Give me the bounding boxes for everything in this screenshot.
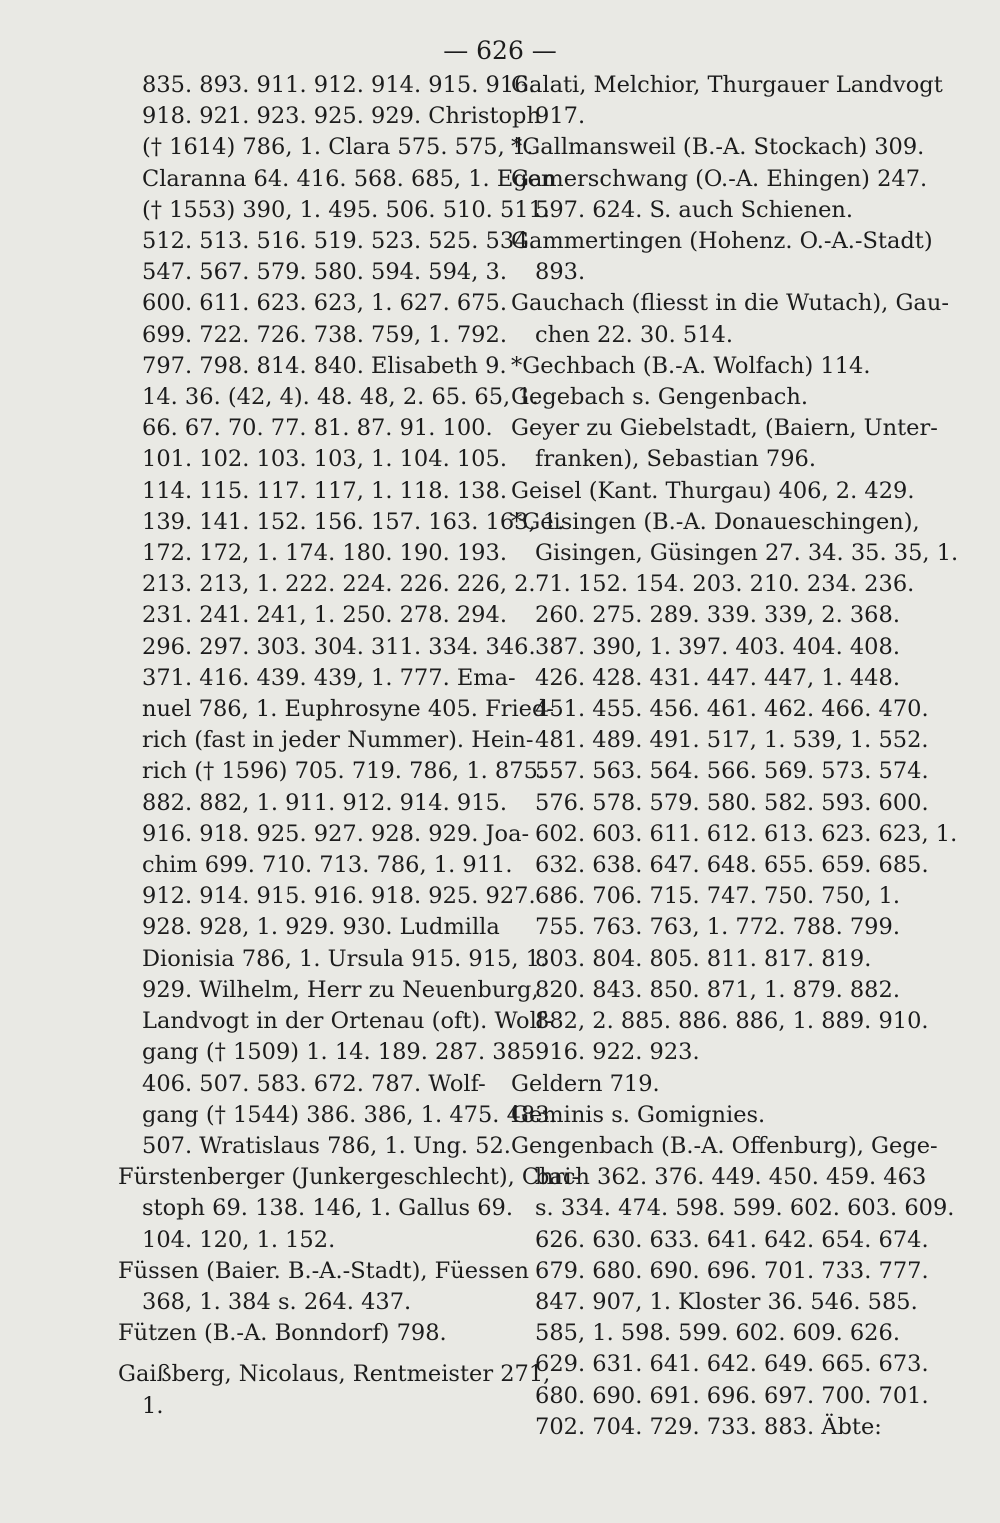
entry-line: 893. — [535, 259, 586, 286]
right-column — [511, 70, 959, 1443]
index-entry — [118, 1162, 580, 1256]
entry-line: 406. 507. 583. 672. 787. Wolf- — [142, 1070, 486, 1097]
entry-line: 260. 275. 289. 339. 339, 2. 368. — [535, 602, 900, 629]
index-entry — [511, 413, 938, 475]
entry-line: 172. 172, 1. 174. 180. 190. 193. — [142, 540, 507, 567]
entry-line: 1. — [142, 1392, 164, 1419]
entry-line: 632. 638. 647. 648. 655. 659. 685. — [535, 852, 929, 879]
entry-line: 14. 36. (42, 4). 48. 48, 2. 65. 65, 1. — [142, 384, 539, 411]
entry-line: 597. 624. S. auch Schienen. — [535, 196, 854, 223]
entry-line: Gamerschwang (O.-A. Ehingen) 247. — [511, 165, 928, 192]
index-entry — [118, 1318, 496, 1349]
entry-line: 507. Wratislaus 786, 1. Ung. 52. — [142, 1132, 511, 1159]
entry-line: 296. 297. 303. 304. 311. 334. 346. — [142, 633, 536, 660]
entry-line: 512. 513. 516. 519. 523. 525. 534. — [142, 228, 536, 255]
entry-line: 882, 2. 885. 886. 886, 1. 889. 910. — [535, 1008, 929, 1035]
entry-line: 680. 690. 691. 696. 697. 700. 701. — [535, 1382, 929, 1409]
entry-line: *Gechbach (B.-A. Wolfach) 114. — [511, 352, 871, 379]
index-entry — [511, 288, 949, 350]
entry-line: Fürstenberger (Junkergeschlecht), Chri- — [118, 1164, 580, 1191]
index-entry — [511, 507, 959, 1069]
entry-line: 114. 115. 117. 117, 1. 118. 138. — [142, 477, 507, 504]
entry-line: nuel 786, 1. Euphrosyne 405. Fried- — [142, 696, 554, 723]
entry-line: 602. 603. 611. 612. 613. 623. 623, 1. — [535, 820, 958, 847]
entry-line: 803. 804. 805. 811. 817. 819. — [535, 945, 872, 972]
entry-line: rich (fast in jeder Nummer). Hein- — [142, 727, 534, 754]
entry-line: Füssen (Baier. B.-A.-Stadt), Füessen — [118, 1257, 529, 1284]
index-entry — [511, 476, 931, 507]
entry-line: 702. 704. 729. 733. 883. Äbte: — [535, 1413, 882, 1440]
entry-line: 557. 563. 564. 566. 569. 573. 574. — [535, 758, 929, 785]
entry-line: *Geisingen (B.-A. Donaueschingen), — [511, 508, 920, 535]
entry-line: 451. 455. 456. 461. 462. 466. 470. — [535, 696, 929, 723]
entry-line: Geminis s. Gomignies. — [511, 1101, 766, 1128]
index-entry — [511, 132, 931, 163]
entry-line: 66. 67. 70. 77. 81. 87. 91. 100. — [142, 415, 493, 442]
entry-line: 600. 611. 623. 623, 1. 627. 675. — [142, 290, 507, 317]
entry-line: 918. 921. 923. 925. 929. Christoph — [142, 103, 541, 130]
entry-line: 755. 763. 763, 1. 772. 788. 799. — [535, 914, 900, 941]
entry-line: 929. Wilhelm, Herr zu Neuenburg, — [142, 976, 539, 1003]
entry-line: 686. 706. 715. 747. 750. 750, 1. — [535, 883, 900, 910]
entry-line: 847. 907, 1. Kloster 36. 546. 585. — [535, 1288, 918, 1315]
index-entry — [118, 1256, 529, 1318]
entry-line: 916. 922. 923. — [535, 1039, 700, 1066]
entry-line: 626. 630. 633. 641. 642. 654. 674. — [535, 1226, 929, 1253]
entry-line: franken), Sebastian 796. — [535, 446, 816, 473]
entry-line: Geisel (Kant. Thurgau) 406, 2. 429. — [511, 477, 915, 504]
entry-line: s. 334. 474. 598. 599. 602. 603. 609. — [535, 1195, 955, 1222]
entry-line: 699. 722. 726. 738. 759, 1. 792. — [142, 321, 507, 348]
entry-line: 916. 918. 925. 927. 928. 929. Joa- — [142, 820, 530, 847]
left-column — [118, 70, 580, 1422]
index-entry — [118, 1359, 551, 1421]
entry-line: 576. 578. 579. 580. 582. 593. 600. — [535, 789, 929, 816]
entry-line: Gengenbach (B.-A. Offenburg), Gege- — [511, 1132, 938, 1159]
entry-line: 835. 893. 911. 912. 914. 915. 916. — [142, 72, 536, 98]
entry-line: 679. 680. 690. 696. 701. 733. 777. — [535, 1257, 929, 1284]
entry-line: 387. 390, 1. 397. 403. 404. 408. — [535, 633, 900, 660]
entry-line: († 1614) 786, 1. Clara 575. 575, 1. — [142, 134, 534, 161]
index-entry — [511, 1069, 931, 1100]
entry-line: Claranna 64. 416. 568. 685, 1. Egen — [142, 165, 556, 192]
entry-line: 917. — [535, 103, 586, 130]
entry-line: 882. 882, 1. 911. 912. 914. 915. — [142, 789, 507, 816]
entry-line: gang († 1509) 1. 14. 189. 287. 385. — [142, 1039, 543, 1066]
entry-line: Gisingen, Güsingen 27. 34. 35. 35, 1. — [535, 540, 959, 567]
entry-line: 371. 416. 439. 439, 1. 777. Ema- — [142, 664, 516, 691]
entry-line: († 1553) 390, 1. 495. 506. 510. 511. — [142, 196, 551, 223]
entry-line: stoph 69. 138. 146, 1. Gallus 69. — [142, 1195, 513, 1222]
entry-line: 71. 152. 154. 203. 210. 234. 236. — [535, 571, 915, 598]
index-entry — [511, 164, 931, 226]
entry-line: 928. 928, 1. 929. 930. Ludmilla — [142, 914, 500, 941]
entry-line: 629. 631. 641. 642. 649. 665. 673. — [535, 1351, 929, 1378]
entry-line: chim 699. 710. 713. 786, 1. 911. — [142, 852, 513, 879]
entry-line: gang († 1544) 386. 386, 1. 475. 483. — [142, 1101, 557, 1128]
entry-line: Gaißberg, Nicolaus, Rentmeister 271, — [118, 1361, 551, 1388]
entry-line: Geldern 719. — [511, 1070, 660, 1097]
entry-line: Fützen (B.-A. Bonndorf) 798. — [118, 1320, 447, 1347]
entry-line: 547. 567. 579. 580. 594. 594, 3. — [142, 259, 507, 286]
page-number: — 626 — — [443, 36, 557, 65]
entry-line: 585, 1. 598. 599. 602. 609. 626. — [535, 1320, 900, 1347]
entry-line: 213. 213, 1. 222. 224. 226. 226, 2. — [142, 571, 536, 598]
entry-line: Landvogt in der Ortenau (oft). Wolf- — [142, 1008, 552, 1035]
entry-line: 368, 1. 384 s. 264. 437. — [142, 1288, 412, 1315]
entry-line: Geyer zu Giebelstadt, (Baiern, Unter- — [511, 415, 938, 442]
index-entry — [511, 226, 931, 288]
index-entry — [511, 382, 931, 413]
entry-line: 104. 120, 1. 152. — [142, 1226, 336, 1253]
entry-line: rich († 1596) 705. 719. 786, 1. 875. — [142, 758, 546, 785]
entry-line: Gauchach (fliesst in die Wutach), Gau- — [511, 290, 949, 317]
index-entry — [511, 1100, 931, 1131]
entry-line: Gegebach s. Gengenbach. — [511, 384, 808, 411]
entry-line: Galati, Melchior, Thurgauer Landvogt — [511, 72, 943, 98]
entry-line: 481. 489. 491. 517, 1. 539, 1. 552. — [535, 727, 929, 754]
entry-line: 797. 798. 814. 840. Elisabeth 9. — [142, 352, 507, 379]
entry-line: 139. 141. 152. 156. 157. 163. 163, 1. — [142, 508, 565, 535]
entry-line: 101. 102. 103. 103, 1. 104. 105. — [142, 446, 507, 473]
entry-line: chen 22. 30. 514. — [535, 321, 734, 348]
entry-line: 912. 914. 915. 916. 918. 925. 927. — [142, 883, 536, 910]
index-entry — [511, 351, 931, 382]
entry-line: bach 362. 376. 449. 450. 459. 463 — [535, 1164, 927, 1191]
entry-line: *Gallmansweil (B.-A. Stockach) 309. — [511, 134, 925, 161]
entry-line: 231. 241. 241, 1. 250. 278. 294. — [142, 602, 507, 629]
entry-line: 820. 843. 850. 871, 1. 879. 882. — [535, 976, 900, 1003]
index-entry — [511, 70, 943, 132]
index-entry — [118, 70, 565, 1162]
entry-line: 426. 428. 431. 447. 447, 1. 448. — [535, 664, 900, 691]
entry-line: Gammertingen (Hohenz. O.-A.-Stadt) — [511, 228, 933, 255]
index-entry — [511, 1131, 955, 1443]
entry-line: Dionisia 786, 1. Ursula 915. 915, 1. — [142, 945, 548, 972]
